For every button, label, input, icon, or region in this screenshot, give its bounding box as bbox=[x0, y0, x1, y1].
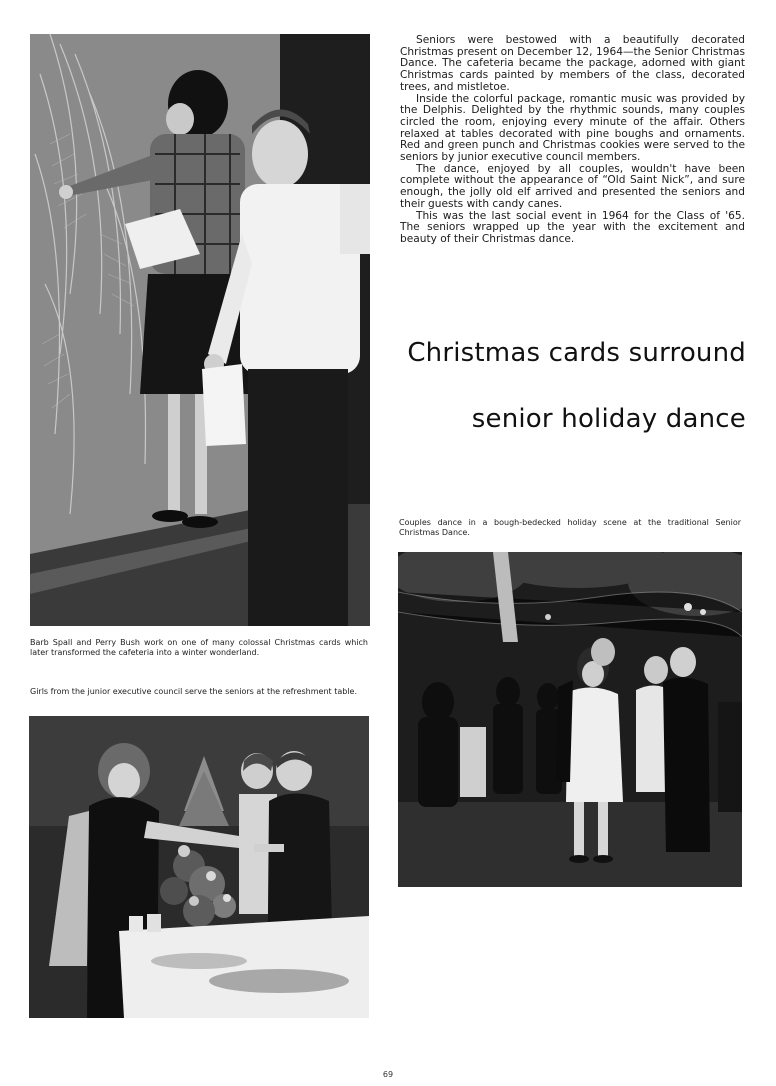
article-paragraph: The dance, enjoyed by all couples, wouldn't have been complete without the appearance of “Old Saint Nick”, and sure enough, the jolly old elf arrived and presented the seniors and their guests with candy canes. bbox=[400, 162, 745, 210]
photo-refreshment-table bbox=[29, 716, 369, 1018]
article-paragraph: Seniors were bestowed with a beautifully decorated Christmas present on December 12, 1964—the Senior Christmas Dance. The cafeteria became the package, adorned with giant Christmas cards painted by members of the class, decorated trees, and mistletoe. bbox=[400, 34, 745, 93]
photo-couples-dancing bbox=[398, 552, 742, 887]
caption-dance-photo: Couples dance in a bough-bedecked holiday scene at the traditional Senior Christmas Dance. bbox=[399, 518, 741, 537]
caption-refreshment-photo: Girls from the junior executive council serve the seniors at the refreshment table. bbox=[30, 687, 358, 696]
page-number: 69 bbox=[382, 1070, 394, 1079]
article-paragraph: Inside the colorful package, romantic music was provided by the Delphis. Delighted by the rhythmic sounds, many couples circled the room, enjoying every minute of the affair. Others relaxed at tables decorated with pine boughs and ornaments. Red and green punch and Christmas cookies were served to the seniors by junior executive council members. bbox=[400, 92, 745, 164]
photo-painting-christmas-card bbox=[30, 34, 370, 626]
caption-painting-photo: Barb Spall and Perry Bush work on one of many colossal Christmas cards which later transformed the cafeteria into a winter wonderland. bbox=[30, 638, 368, 657]
article-body bbox=[400, 35, 745, 246]
headline-line-1: Christmas cards surround bbox=[407, 338, 746, 368]
headline-line-2: senior holiday dance bbox=[471, 404, 746, 434]
article-paragraph: This was the last social event in 1964 for the Class of '65. The seniors wrapped up the year with the excitement and beauty of their Christmas dance. bbox=[400, 209, 745, 245]
